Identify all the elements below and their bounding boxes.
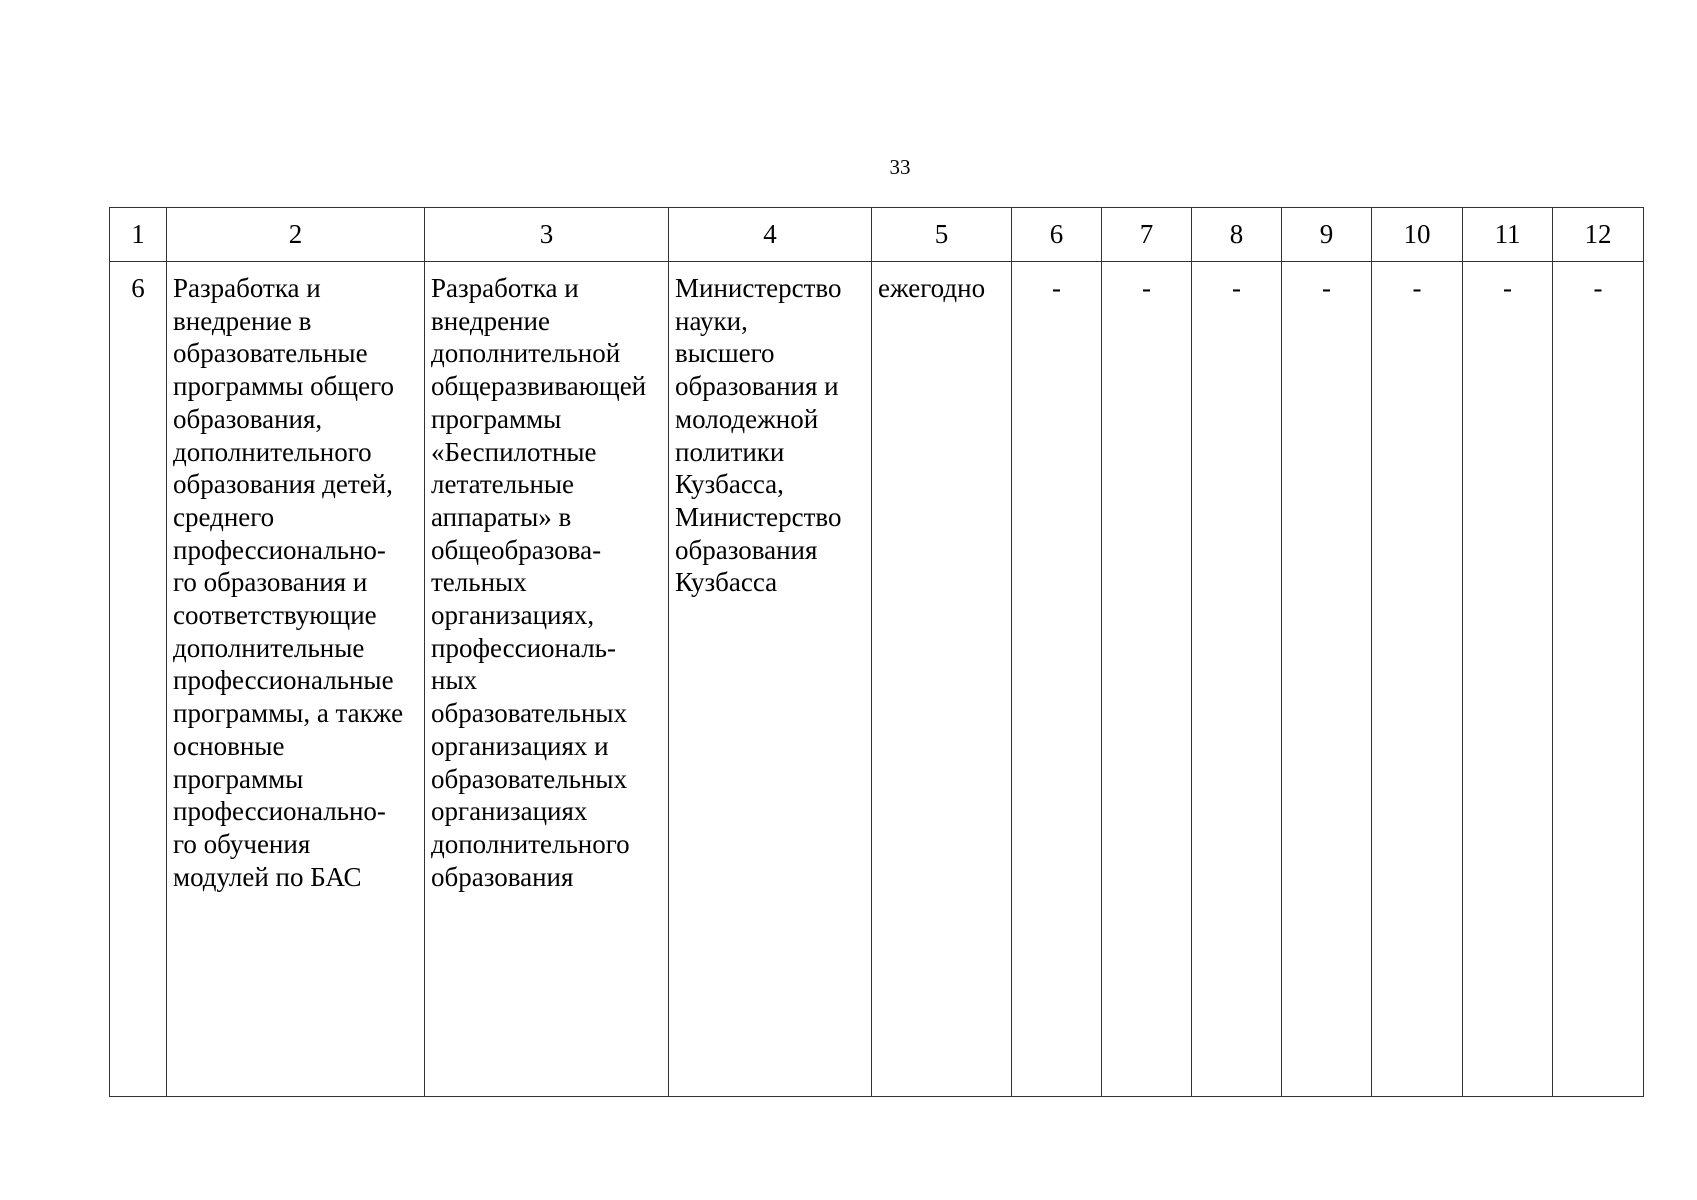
column-header-7: 7 bbox=[1102, 208, 1192, 262]
column-header-1: 1 bbox=[110, 208, 167, 262]
column-header-2: 2 bbox=[167, 208, 425, 262]
value-cell-10: - bbox=[1372, 262, 1463, 1097]
event-cell bbox=[167, 262, 425, 1097]
result-text: Разработка и внедрение дополнительной общеразвивающей программы «Беспилотные летательные аппараты» в общеобразова- тельных организациях, профессиональ- ных образовательных организациях и образовательных организациях дополнительного образования bbox=[431, 273, 647, 892]
column-header-11: 11 bbox=[1463, 208, 1553, 262]
deadline-text: ежегодно bbox=[878, 273, 986, 303]
column-header-9: 9 bbox=[1282, 208, 1372, 262]
column-header-5: 5 bbox=[872, 208, 1012, 262]
column-header-4: 4 bbox=[669, 208, 872, 262]
row-number-cell bbox=[110, 262, 167, 1097]
value-cell-6: - bbox=[1012, 262, 1102, 1097]
responsible-text: Министерство науки, высшего образования и молодежной политики Кузбасса, Министерство образования Кузбасса bbox=[675, 273, 842, 598]
column-header-8: 8 bbox=[1192, 208, 1282, 262]
value-cell-12: - bbox=[1553, 262, 1644, 1097]
responsible-cell bbox=[669, 262, 872, 1097]
column-header-12: 12 bbox=[1553, 208, 1644, 262]
column-header-6: 6 bbox=[1012, 208, 1102, 262]
value-cell-9: - bbox=[1282, 262, 1372, 1097]
column-header-3: 3 bbox=[425, 208, 669, 262]
table-header-row bbox=[110, 208, 1644, 262]
page-number: 33 bbox=[889, 155, 911, 179]
plan-table bbox=[109, 207, 1644, 1097]
result-cell bbox=[425, 262, 669, 1097]
event-text: Разработка и внедрение в образовательные программы общего образования, дополнительного образования детей, среднего профессионально- го образования и соответствующие дополнительные профессиональные программы, а также основные программы профессионально- го обучения модулей по БАС bbox=[173, 273, 404, 892]
value-cell-11: - bbox=[1463, 262, 1553, 1097]
column-header-10: 10 bbox=[1372, 208, 1463, 262]
deadline-cell bbox=[872, 262, 1012, 1097]
row-number: 6 bbox=[131, 273, 145, 303]
value-cell-7: - bbox=[1102, 262, 1192, 1097]
table-row bbox=[110, 262, 1644, 1097]
value-cell-8: - bbox=[1192, 262, 1282, 1097]
